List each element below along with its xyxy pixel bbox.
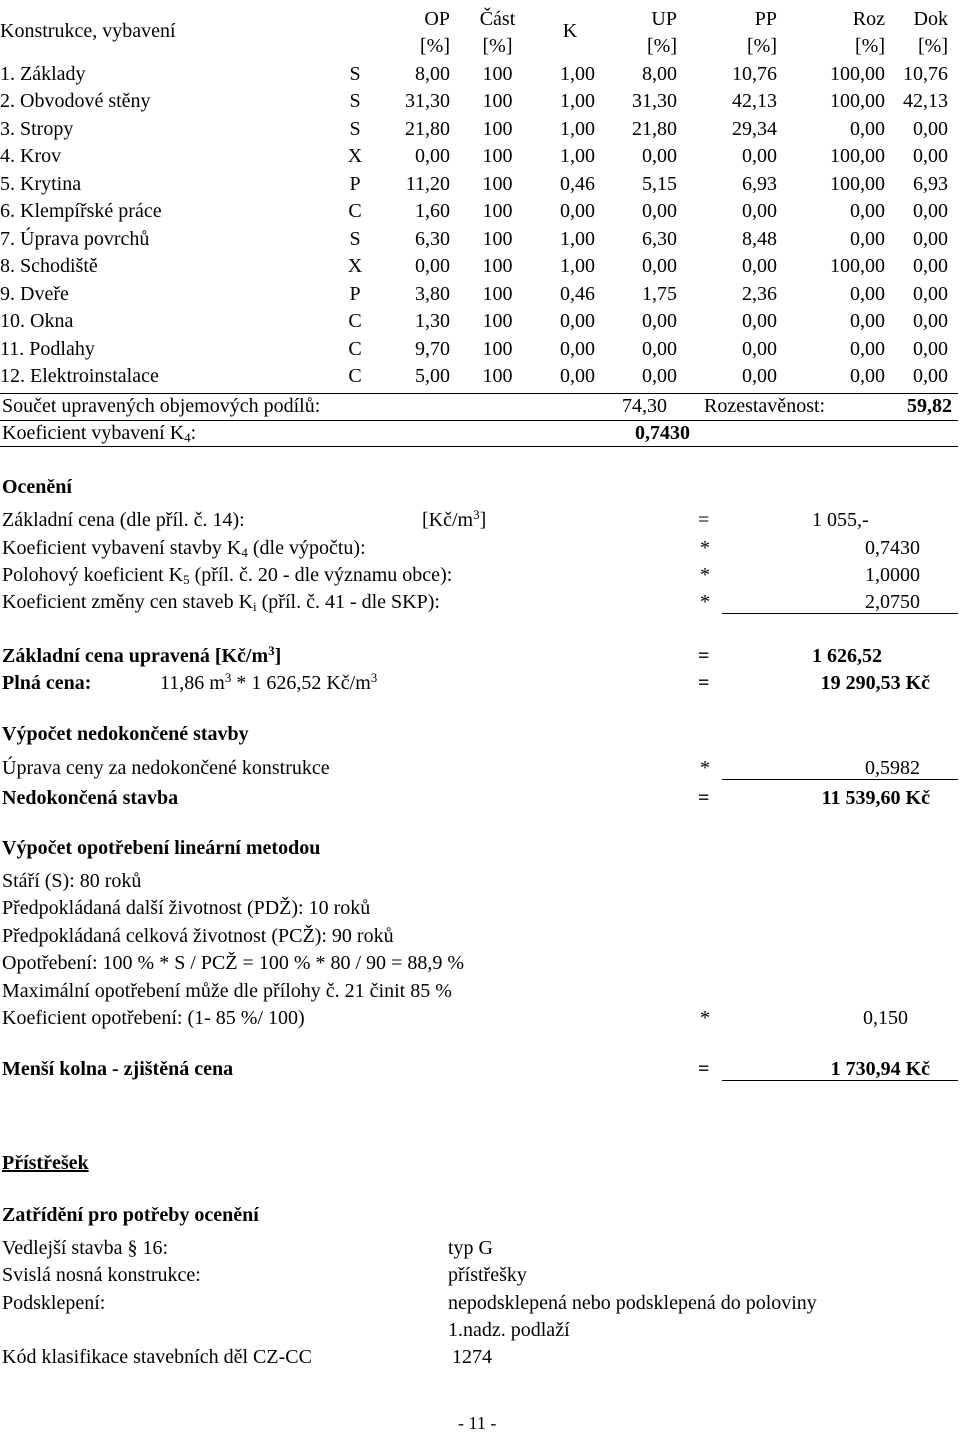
k4-value: 0,7430: [865, 537, 920, 559]
table-row: [0, 361, 958, 389]
cell-pp: 2,36: [742, 282, 777, 305]
cell-op: 9,70: [415, 337, 450, 360]
koef-vybaveni-label: Koeficient vybavení $K_4$:: [2, 422, 197, 445]
cell-up: 0,00: [642, 310, 677, 332]
k4-op: *: [700, 537, 710, 559]
plna-cena-value: 19 290,53 Kč: [820, 672, 930, 694]
plna-cena-label: Plná cena:: [2, 672, 92, 694]
zjistena-cena-underline: [722, 1080, 958, 1081]
podsklepeni-continuation: 1.nadz. podlaží: [448, 1319, 570, 1341]
cell-name: 8. Schodiště: [0, 255, 98, 277]
cell-roz: 100,00: [830, 172, 885, 195]
cell-dok: 42,13: [903, 90, 948, 112]
header-roz-unit: [%]: [855, 35, 885, 57]
uprava-ceny-value: 0,5982: [865, 757, 920, 779]
cell-k: 0,46: [560, 172, 595, 195]
cell-dok: 0,00: [913, 145, 948, 167]
cell-name: 5. Krytina: [0, 172, 82, 195]
koef-opotrebeni-op: *: [700, 1007, 710, 1029]
zatrideni-label: Svislá nosná konstrukce:: [2, 1264, 201, 1286]
zakladni-cena-value: 1 055,-: [812, 509, 869, 531]
cell-up: 5,15: [642, 172, 677, 195]
table-row: [0, 251, 958, 279]
plna-cena-calc: 11,86 $m^3 * 1$ 626,52 $Kč/m^3$: [160, 670, 378, 694]
cell-up: 31,30: [632, 90, 677, 112]
cell-roz: 0,00: [850, 227, 885, 250]
cell-op: 31,30: [405, 90, 450, 112]
cell-roz: 0,00: [850, 200, 885, 222]
cell-op: 1,60: [415, 200, 450, 222]
zjistena-cena-op: =: [698, 1058, 710, 1080]
cell-dok: 6,93: [913, 172, 948, 195]
cell-pp: 42,13: [732, 90, 777, 112]
opotrebeni-line: Maximální opotřebení může dle přílohy č. 21 činit 85 %: [2, 980, 452, 1002]
cell-name: 2. Obvodové stěny: [0, 90, 151, 112]
cell-up: 0,00: [642, 365, 677, 387]
cell-pp: 8,48: [742, 227, 777, 250]
table-row: [0, 196, 958, 224]
header-op: OP: [424, 8, 450, 30]
cell-cast: 100: [482, 62, 513, 85]
k5-value: 1,0000: [865, 564, 920, 586]
header-cast: Část: [479, 8, 516, 30]
cell-name: 12. Elektroinstalace: [0, 365, 159, 387]
cell-dok: 0,00: [913, 200, 948, 222]
cell-type: X: [347, 145, 363, 167]
cell-pp: 0,00: [742, 200, 777, 222]
zakladni-cena-label: Základní cena (dle příl. č. 14):: [2, 509, 245, 531]
rozestavenost-value: 59,82: [907, 395, 952, 417]
cell-roz: 0,00: [850, 282, 885, 305]
table-row: [0, 141, 958, 169]
cell-cast: 100: [482, 255, 513, 277]
cell-dok: 0,00: [913, 310, 948, 332]
zakladni-cena-unit: $[Kč/m^3]$: [422, 507, 487, 531]
header-up-unit: [%]: [647, 35, 677, 57]
opotrebeni-heading: Výpočet opotřebení lineární metodou: [2, 837, 321, 859]
cell-cast: 100: [482, 282, 513, 305]
cell-dok: 0,00: [913, 365, 948, 387]
konstrukce-table: [0, 4, 958, 388]
cell-cast: 100: [482, 117, 513, 140]
header-up: UP: [651, 8, 677, 30]
koef-line: [0, 446, 958, 447]
cell-pp: 0,00: [742, 337, 777, 360]
cell-type: C: [348, 200, 362, 222]
cell-up: 0,00: [642, 255, 677, 277]
cell-k: 1,00: [560, 117, 595, 140]
table-row: [0, 58, 958, 86]
zatrideni-label: Podsklepení:: [2, 1292, 106, 1314]
k4-label: Koeficient vybavení stavby $K_4$ (dle výpočtu):: [2, 537, 366, 560]
cell-roz: 100,00: [830, 145, 885, 167]
cell-k: 0,00: [560, 200, 595, 222]
header-pp: PP: [754, 8, 777, 30]
k5-label: Polohový koeficient $K_5$ (příl. č. 20 - dle významu obce):: [2, 564, 453, 587]
cell-op: 11,20: [405, 172, 450, 195]
cell-up: 0,00: [642, 337, 677, 360]
header-dok-unit: [%]: [918, 35, 948, 57]
cell-name: 3. Stropy: [0, 117, 74, 140]
header-konstrukce: Konstrukce, vybavení: [0, 20, 176, 42]
cell-name: 4. Krov: [0, 145, 62, 167]
cell-type: S: [349, 227, 361, 250]
nedokoncena-stavba-value: 11 539,60 Kč: [821, 787, 930, 809]
cell-k: 0,00: [560, 337, 595, 360]
header-roz: Roz: [852, 8, 885, 30]
cell-k: 1,00: [560, 255, 595, 277]
table-header-row-1: [0, 4, 958, 31]
cell-type: P: [349, 282, 361, 305]
koef-opotrebeni-label: Koeficient opotřebení: (1- 85 %/ 100): [2, 1007, 305, 1029]
ki-value: 2,0750: [865, 591, 920, 613]
cell-type: S: [349, 90, 361, 112]
cell-pp: 0,00: [742, 145, 777, 167]
cell-k: 0,00: [560, 310, 595, 332]
zatrideni-value: přístřešky: [448, 1264, 527, 1286]
nedokoncena-stavba-label: Nedokončená stavba: [2, 787, 179, 809]
cell-op: 1,30: [415, 310, 450, 332]
table-row: [0, 113, 958, 141]
zjistena-cena-label: Menší kolna - zjištěná cena: [2, 1058, 234, 1080]
rozestavenost-label: Rozestavěnost:: [704, 395, 826, 417]
k5-op: *: [700, 564, 710, 586]
cell-roz: 100,00: [830, 90, 885, 112]
uprava-ceny-op: *: [700, 757, 710, 779]
cell-op: 5,00: [415, 365, 450, 387]
cell-op: 0,00: [415, 145, 450, 167]
header-op-unit: [%]: [420, 35, 450, 57]
cell-type: S: [349, 117, 361, 140]
uprava-underline: [722, 779, 958, 780]
cell-op: 21,80: [405, 117, 450, 140]
cell-k: 1,00: [560, 145, 595, 167]
page-number: - 11 -: [458, 1413, 497, 1433]
table-row: [0, 306, 958, 334]
cell-roz: 0,00: [850, 337, 885, 360]
cell-cast: 100: [482, 145, 513, 167]
cell-roz: 0,00: [850, 117, 885, 140]
cell-k: 1,00: [560, 90, 595, 112]
opotrebeni-line: Opotřebení: 100 % * S / PCŽ = 100 % * 80 / 90 = 88,9 %: [2, 952, 464, 974]
cell-pp: 6,93: [742, 172, 777, 195]
cell-k: 0,46: [560, 282, 595, 305]
cell-cast: 100: [482, 227, 513, 250]
cell-pp: 0,00: [742, 365, 777, 387]
cell-op: 0,00: [415, 255, 450, 277]
cell-pp: 29,34: [732, 117, 777, 140]
opotrebeni-line: Předpokládaná další životnost (PDŽ): 10 roků: [2, 897, 371, 919]
zjistena-cena-value: 1 730,94 Kč: [830, 1058, 930, 1080]
table-row: [0, 333, 958, 361]
header-k: K: [562, 20, 578, 42]
cell-type: P: [349, 172, 361, 195]
header-dok: Dok: [913, 8, 948, 30]
nedokoncena-stavba-op: =: [698, 787, 710, 809]
uprava-ceny-label: Úprava ceny za nedokončené konstrukce: [2, 757, 330, 779]
cell-roz: 0,00: [850, 310, 885, 332]
cell-op: 6,30: [415, 227, 450, 250]
cell-roz: 100,00: [830, 62, 885, 85]
upravena-cena-op: =: [698, 645, 710, 667]
zakladni-cena-op: =: [698, 509, 710, 531]
cell-name: 1. Základy: [0, 62, 86, 85]
cell-roz: 0,00: [850, 365, 885, 387]
cell-k: 0,00: [560, 365, 595, 387]
cell-dok: 0,00: [913, 227, 948, 250]
koef-opotrebeni-value: 0,150: [863, 1007, 908, 1029]
plna-cena-op: =: [698, 672, 710, 694]
header-cast-unit: [%]: [482, 35, 513, 57]
cell-dok: 0,00: [913, 282, 948, 305]
cell-dok: 0,00: [913, 337, 948, 360]
zatrideni-value: typ G: [448, 1237, 493, 1259]
cell-up: 8,00: [642, 62, 677, 85]
header-pp-unit: [%]: [747, 35, 777, 57]
nedokoncena-heading: Výpočet nedokončené stavby: [2, 723, 249, 745]
ki-op: *: [700, 591, 710, 613]
cell-cast: 100: [482, 337, 513, 360]
opotrebeni-line: Předpokládaná celková životnost (PCŽ): 90 roků: [2, 925, 394, 947]
cell-name: 11. Podlahy: [0, 337, 95, 360]
cell-type: X: [347, 255, 363, 277]
cell-cast: 100: [482, 200, 513, 222]
cell-cast: 100: [482, 365, 513, 387]
table-row: [0, 223, 958, 251]
oceneni-heading: Ocenění: [2, 476, 72, 498]
cell-up: 6,30: [642, 227, 677, 250]
cell-op: 8,00: [415, 62, 450, 85]
cell-name: 7. Úprava povrchů: [0, 227, 150, 250]
cell-op: 3,80: [415, 282, 450, 305]
cell-cast: 100: [482, 310, 513, 332]
cell-cast: 100: [482, 172, 513, 195]
ki-underline: [722, 613, 958, 614]
kod-klasifikace-value: 1274: [452, 1346, 492, 1368]
cell-type: C: [348, 310, 362, 332]
cell-pp: 10,76: [732, 62, 777, 85]
cell-name: 6. Klempířské práce: [0, 200, 162, 222]
cell-k: 1,00: [560, 227, 595, 250]
zatrideni-heading: Zatřídění pro potřeby ocenění: [2, 1204, 259, 1226]
upravena-cena-value: 1 626,52: [812, 645, 882, 667]
ki-label: Koeficient změny cen staveb $K_i$ (příl. č. 41 - dle SKP):: [2, 591, 440, 614]
cell-up: 21,80: [632, 117, 677, 140]
cell-up: 0,00: [642, 145, 677, 167]
cell-dok: 10,76: [903, 62, 948, 85]
cell-type: S: [349, 62, 361, 85]
kod-klasifikace-label: Kód klasifikace stavebních děl CZ-CC: [2, 1346, 312, 1368]
upravena-cena-label: Základní cena upravená $[Kč/m^3]$: [2, 643, 282, 667]
table-row: [0, 168, 958, 196]
cell-k: 1,00: [560, 62, 595, 85]
cell-type: C: [348, 365, 362, 387]
cell-roz: 100,00: [830, 255, 885, 277]
soucet-value: 74,30: [622, 395, 667, 417]
zatrideni-value: nepodsklepená nebo podsklepená do poloviny: [448, 1292, 817, 1314]
table-row: [0, 86, 958, 114]
cell-type: C: [348, 337, 362, 360]
soucet-label: Součet upravených objemových podílů:: [2, 395, 321, 417]
cell-cast: 100: [482, 90, 513, 112]
cell-up: 1,75: [642, 282, 677, 305]
cell-dok: 0,00: [913, 255, 948, 277]
cell-pp: 0,00: [742, 255, 777, 277]
koef-vybaveni-value: 0,7430: [635, 422, 690, 444]
cell-name: 9. Dveře: [0, 282, 69, 305]
cell-dok: 0,00: [913, 117, 948, 140]
table-body: [0, 58, 958, 388]
cell-up: 0,00: [642, 200, 677, 222]
pristresek-title: Přístřešek: [2, 1152, 89, 1174]
cell-name: 10. Okna: [0, 310, 74, 332]
zatrideni-label: Vedlejší stavba § 16:: [2, 1237, 169, 1259]
table-row: [0, 278, 958, 306]
opotrebeni-line: Stáří (S): 80 roků: [2, 870, 142, 892]
cell-pp: 0,00: [742, 310, 777, 332]
